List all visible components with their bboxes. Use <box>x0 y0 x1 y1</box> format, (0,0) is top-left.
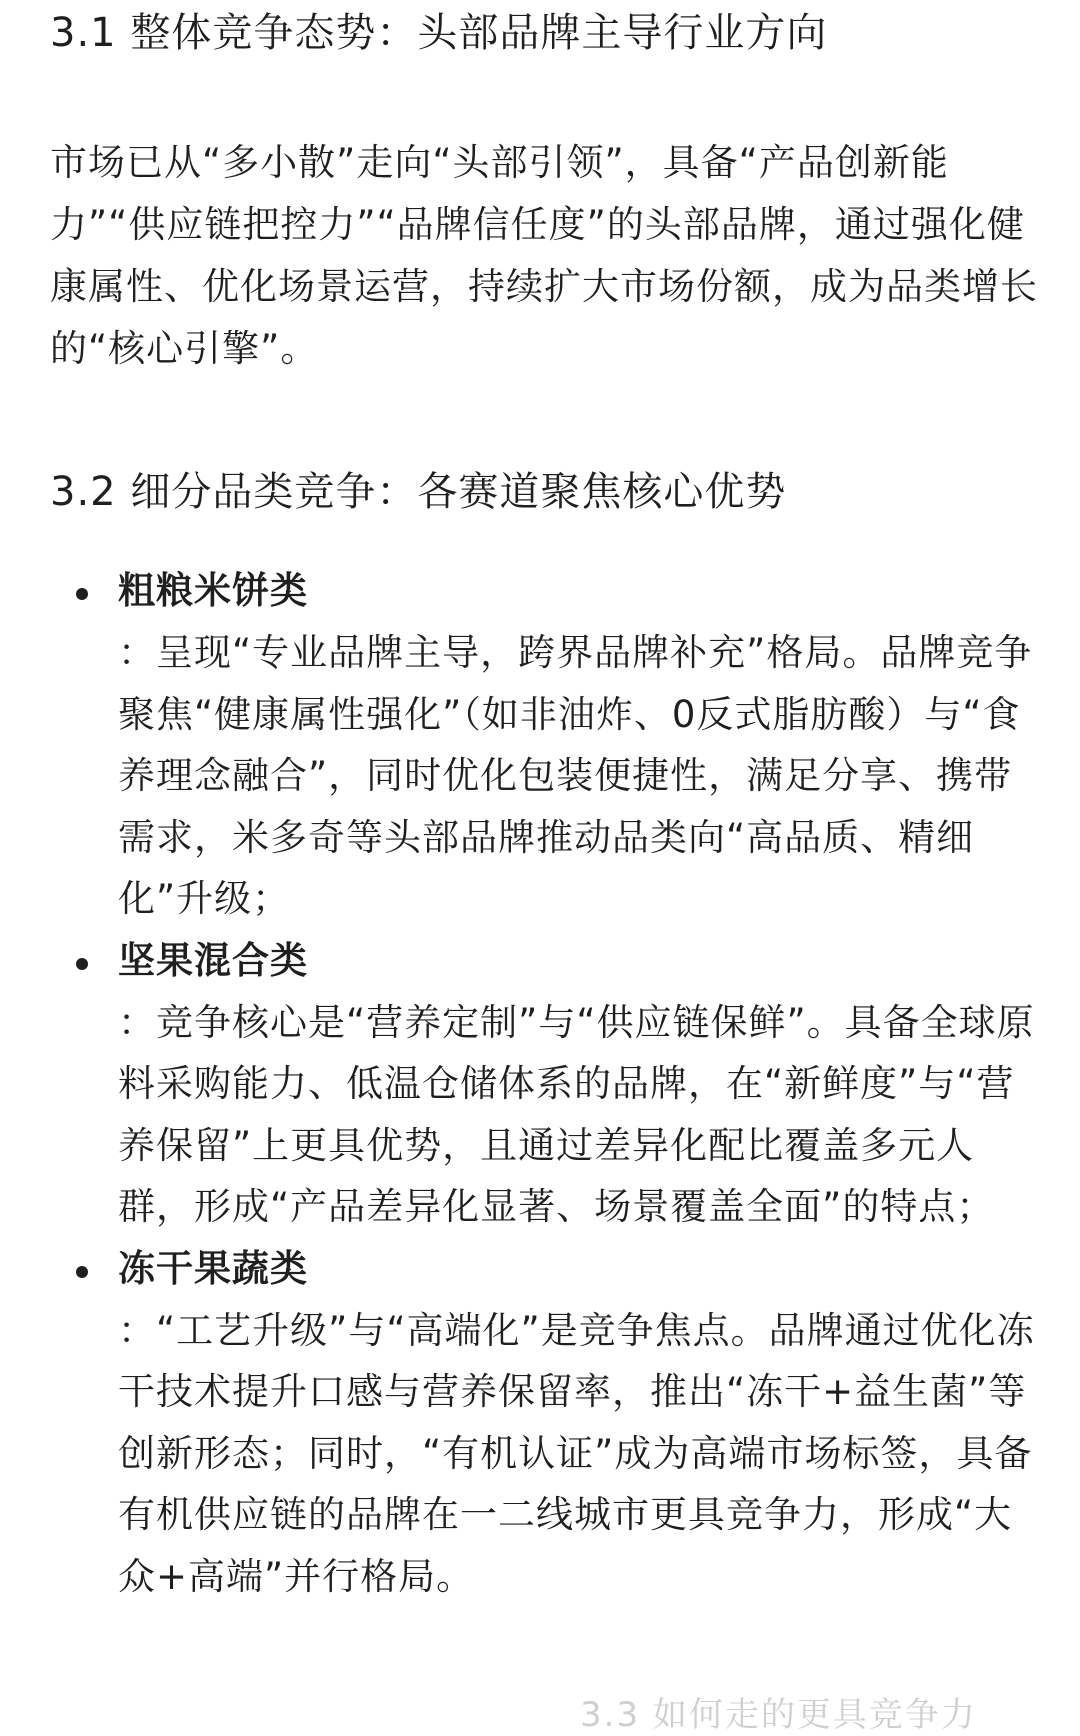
list-item-grain-rice-cake <box>0 560 1038 930</box>
cutoff-text: 3.3 如何走的更具竞争力 <box>580 1695 977 1735</box>
section-3-2-heading: 3.2 细分品类竞争：各赛道聚焦核心优势 <box>50 469 787 515</box>
section-3-1-paragraph: 市场已从“多小散”走向“头部引领”，具备“产品创新能力”“供应链把控力”“品牌信任度”的头部品牌，通过强化健康属性、优化场景运营，持续扩大市场份额，成为品类增长的“核心引擎”。 <box>50 141 1038 370</box>
list-item-title: 坚果混合类 <box>118 938 308 982</box>
section-3-1-heading: 3.1 整体竞争态势：头部品牌主导行业方向 <box>50 10 828 56</box>
bullet-icon <box>76 588 88 600</box>
list-item-body: ：竞争核心是“营养定制”与“供应链保鲜”。具备全球原料采购能力、低温仓储体系的品牌，在“新鲜度”与“营养保留”上更具优势，且通过差异化配比覆盖多元人群，形成“产品差异化显著、场景覆盖全面”的特点； <box>118 1000 1035 1228</box>
list-item-mixed-nuts <box>0 930 1038 1238</box>
category-list <box>0 560 1080 1607</box>
list-item-body: ：“工艺升级”与“高端化”是竞争焦点。品牌通过优化冻干技术提升口感与营养保留率，推出“冻干+益生菌”等创新形态；同时，“有机认证”成为高端市场标签，具备有机供应链的品牌在一二线城市更具竞争力，形成“大众+高端”并行格局。 <box>118 1308 1035 1598</box>
cutoff-next-heading <box>0 1673 1080 1735</box>
list-item-title: 冻干果蔬类 <box>118 1246 308 1290</box>
list-item-body: ：呈现“专业品牌主导，跨界品牌补充”格局。品牌竞争聚焦“健康属性强化”（如非油炸、0反式脂肪酸）与“食养理念融合”，同时优化包装便捷性，满足分享、携带需求，米多奇等头部品牌推动品类向“高品质、精细化”升级； <box>118 631 1033 920</box>
list-item-freeze-dried <box>0 1238 1038 1608</box>
bullet-icon <box>76 958 88 970</box>
list-item-title: 粗粮米饼类 <box>118 569 308 612</box>
bullet-icon <box>76 1266 88 1278</box>
